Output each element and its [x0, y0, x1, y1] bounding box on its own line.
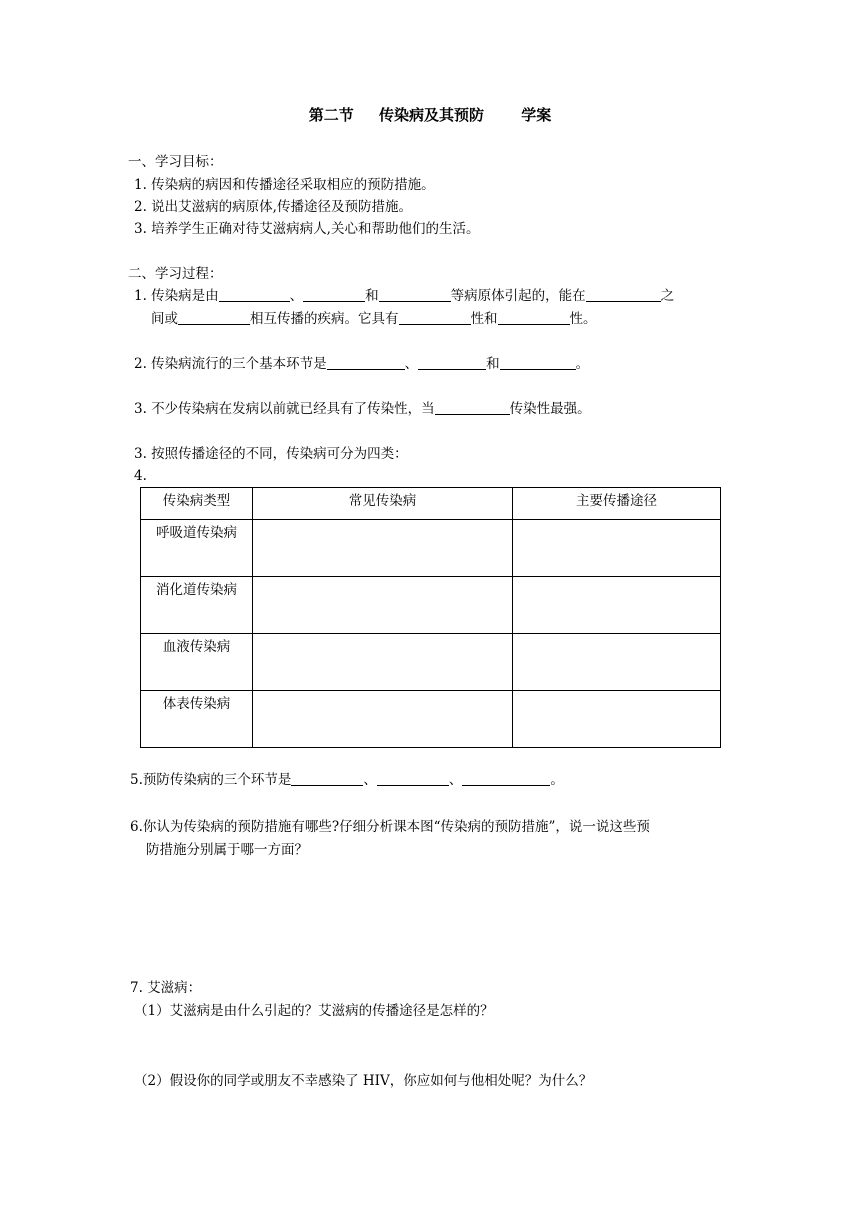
table-row: [141, 577, 721, 634]
question-5: 5.预防传染病的三个环节是 、 、 。: [130, 772, 564, 788]
disease-type-table: [140, 487, 721, 748]
table-row: [141, 691, 721, 748]
table-row-label: 体表传染病: [141, 691, 253, 748]
blank[interactable]: [462, 771, 550, 786]
question-6-line-2: 防措施分别属于哪一方面？: [146, 842, 308, 858]
table-cell-blank[interactable]: [253, 577, 513, 634]
blank[interactable]: [498, 310, 570, 325]
blank[interactable]: [291, 771, 363, 786]
table-cell-blank[interactable]: [513, 691, 721, 748]
question-4-intro: 3. 按照传播途径的不同，传染病可分为四类：: [134, 446, 408, 462]
table-cell-blank[interactable]: [513, 634, 721, 691]
question-7-sub-1: （1）艾滋病是由什么引起的？艾滋病的传播途径是怎样的？: [134, 1003, 494, 1019]
question-7-heading: 7. 艾滋病：: [130, 980, 202, 996]
table-row: [141, 634, 721, 691]
goal-item-3: 3. 培养学生正确对待艾滋病病人,关心和帮助他们的生活。: [134, 221, 480, 237]
table-row: [141, 520, 721, 577]
blank[interactable]: [399, 310, 471, 325]
table-cell-blank[interactable]: [253, 520, 513, 577]
table-cell-blank[interactable]: [513, 520, 721, 577]
title-type: 学案: [521, 106, 552, 124]
blank[interactable]: [178, 310, 250, 325]
blank[interactable]: [219, 287, 290, 302]
table-cell-blank[interactable]: [513, 577, 721, 634]
table-header-cell: 常见传染病: [253, 488, 513, 520]
blank[interactable]: [500, 355, 576, 370]
title-topic: 传染病及其预防: [378, 106, 484, 124]
question-3: 3. 不少传染病在发病以前就已经具有了传染性，当 传染性最强。: [134, 401, 591, 417]
blank[interactable]: [327, 355, 405, 370]
table-row-label: 血液传染病: [141, 634, 253, 691]
question-1-line-2: 间或 相互传播的疾病。它具有 性和 性。: [151, 311, 597, 327]
table-header-cell: 传染病类型: [141, 488, 253, 520]
question-7-sub-2: （2）假设你的同学或朋友不幸感染了 HIV，你应如何与他相处呢？为什么？: [134, 1073, 593, 1089]
blank[interactable]: [586, 287, 661, 302]
blank[interactable]: [435, 400, 510, 415]
blank[interactable]: [303, 287, 365, 302]
blank[interactable]: [379, 287, 451, 302]
question-2: 2. 传染病流行的三个基本环节是 、 和 。: [134, 356, 590, 372]
question-1-line-1: 1. 传染病是由 、 和 等病原体引起的，能在 之: [134, 288, 675, 304]
table-cell-blank[interactable]: [253, 634, 513, 691]
section2-heading: 二、学习过程：: [128, 266, 223, 282]
blank[interactable]: [418, 355, 486, 370]
section1-heading: 一、学习目标：: [128, 154, 223, 170]
table-cell-blank[interactable]: [253, 691, 513, 748]
table-header-row: [141, 488, 721, 520]
title-section: 第二节: [308, 106, 354, 124]
goal-item-2: 2. 说出艾滋病的病原体,传播途径及预防措施。: [134, 199, 412, 215]
page-title: [0, 106, 860, 124]
goal-item-1: 1. 传染病的病因和传播途径采取相应的预防措施。: [134, 177, 435, 193]
table-row-label: 呼吸道传染病: [141, 520, 253, 577]
table-header-cell: 主要传播途径: [513, 488, 721, 520]
table-row-label: 消化道传染病: [141, 577, 253, 634]
blank[interactable]: [377, 771, 449, 786]
question-4-number: 4.: [134, 468, 147, 484]
question-6-line-1: 6.你认为传染病的预防措施有哪些?仔细分析课本图“传染病的预防措施”，说一说这些预: [130, 819, 650, 835]
